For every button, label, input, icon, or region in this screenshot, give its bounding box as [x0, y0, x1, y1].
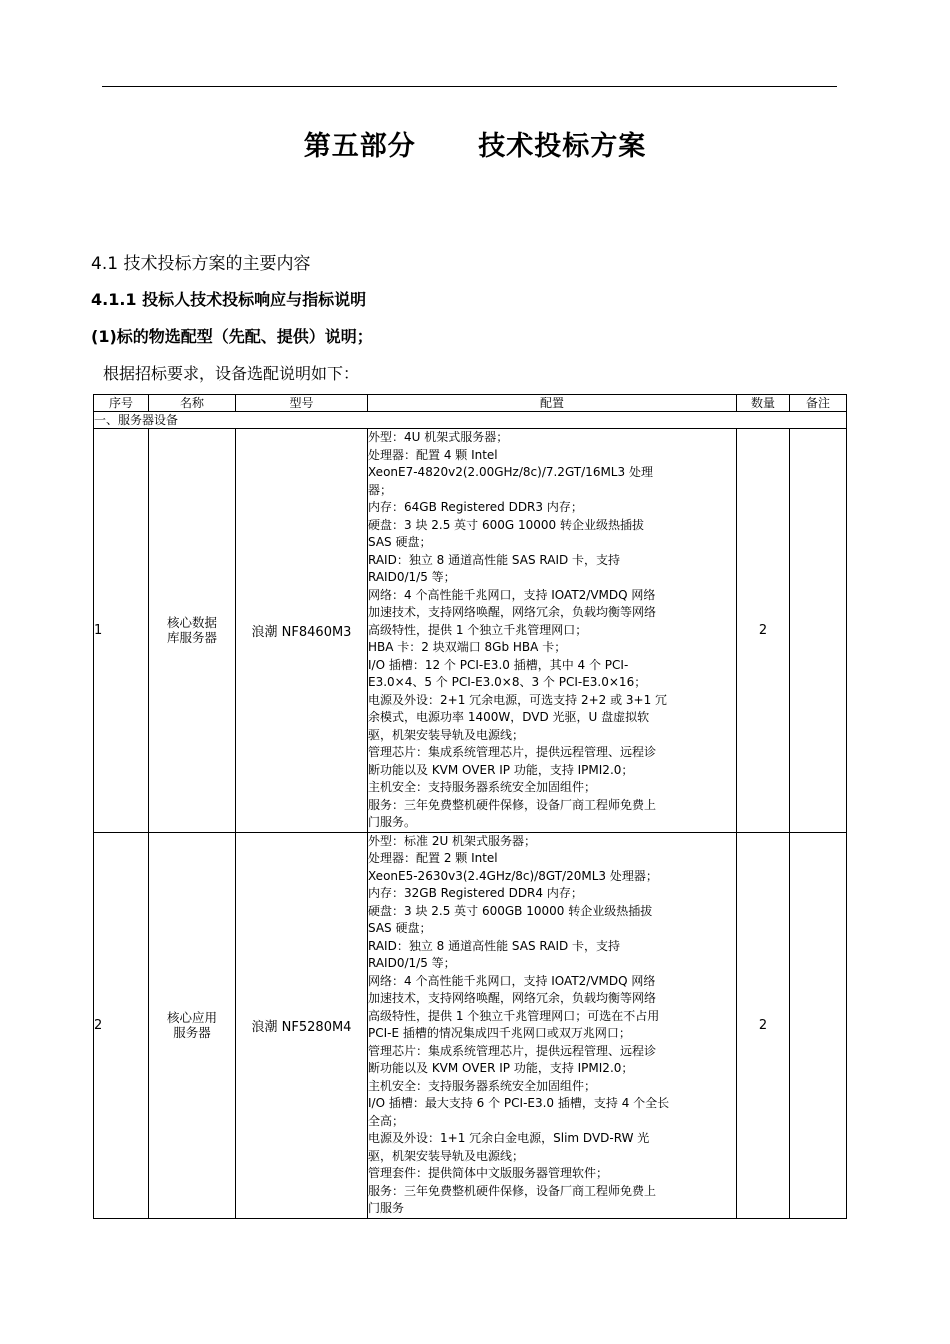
config-line: 主机安全：支持服务器系统安全加固组件； — [368, 1078, 597, 1093]
row-name-line: 服务器 — [173, 1025, 211, 1040]
table-header-row — [94, 395, 847, 412]
row-note — [790, 832, 847, 1218]
config-line: 器； — [368, 482, 393, 497]
col-header-config: 配置 — [368, 395, 737, 412]
config-line: 处理器：配置 2 颗 Intel — [368, 851, 498, 865]
config-line: 门服务 — [368, 1201, 405, 1215]
config-line: 断功能以及 KVM OVER IP 功能，支持 IPMI2.0； — [368, 1061, 634, 1075]
row-name — [149, 429, 236, 833]
page-title: 第五部分 技术投标方案 — [303, 131, 647, 162]
col-header-model: 型号 — [236, 395, 368, 412]
config-line: 驱，机架安装导轨及电源线； — [368, 727, 525, 742]
config-line: 加速技术，支持网络唤醒，网络冗余，负载均衡等网络 — [368, 605, 657, 619]
row-model: 浪潮 NF8460M3 — [236, 429, 368, 833]
col-header-name: 名称 — [149, 395, 236, 412]
col-header-qty: 数量 — [737, 395, 790, 412]
config-line: 管理芯片：集成系统管理芯片，提供远程管理、远程诊 — [368, 745, 657, 759]
config-line: 服务：三年免费整机硬件保修，设备厂商工程师免费上 — [368, 1183, 657, 1198]
config-line: 处理器：配置 4 颗 Intel — [368, 447, 498, 462]
row-config — [368, 832, 737, 1218]
equipment-table — [93, 394, 847, 1219]
row-qty: 2 — [737, 429, 790, 833]
table-row — [94, 429, 847, 833]
config-line: 外型：标准 2U 机架式服务器； — [368, 833, 537, 848]
row-number: 2 — [94, 832, 149, 1218]
config-line: RAID：独立 8 通道高性能 SAS RAID 卡，支持 — [368, 938, 621, 953]
section-heading: 4.1 技术投标方案的主要内容 — [91, 254, 311, 274]
config-line: 管理芯片：集成系统管理芯片，提供远程管理、远程诊 — [368, 1043, 657, 1058]
config-line: 加速技术，支持网络唤醒，网络冗余，负载均衡等网络 — [368, 991, 657, 1005]
table-row — [94, 832, 847, 1218]
config-line: 主机安全：支持服务器系统安全加固组件； — [368, 780, 597, 794]
config-line: E3.0×4、5 个 PCI-E3.0×8、3 个 PCI-E3.0×16； — [368, 675, 647, 689]
config-line: 服务：三年免费整机硬件保修，设备厂商工程师免费上 — [368, 797, 657, 812]
config-line: RAID0/1/5 等； — [368, 956, 456, 970]
config-line: SAS 硬盘； — [368, 921, 432, 935]
config-line: 电源及外设：2+1 冗余电源，可选支持 2+2 或 3+1 冗 — [368, 692, 668, 707]
row-model: 浪潮 NF5280M4 — [236, 832, 368, 1218]
config-line: 内存：64GB Registered DDR3 内存； — [368, 500, 583, 514]
row-note — [790, 429, 847, 833]
config-line: 管理套件：提供简体中文版服务器管理软件； — [368, 1166, 609, 1180]
config-line: 高级特性，提供 1 个独立千兆管理网口；可选在不占用 — [368, 1008, 660, 1023]
config-line: 余模式，电源功率 1400W，DVD 光驱，U 盘虚拟软 — [368, 710, 650, 724]
section-label: 一、服务器设备 — [94, 412, 847, 429]
config-line: SAS 硬盘； — [368, 535, 432, 549]
row-config — [368, 429, 737, 833]
row-name — [149, 832, 236, 1218]
config-line: 内存：32GB Registered DDR4 内存； — [368, 886, 583, 900]
config-line: XeonE7-4820v2(2.00GHz/8c)/7.2GT/16ML3 处理 — [368, 465, 653, 479]
col-header-no: 序号 — [94, 395, 149, 412]
config-line: RAID0/1/5 等； — [368, 570, 456, 584]
config-line: I/O 插槽：最大支持 6 个 PCI-E3.0 插槽，支持 4 个全长 — [368, 1096, 670, 1110]
config-line: 驱，机架安装导轨及电源线； — [368, 1148, 525, 1163]
config-line: 高级特性，提供 1 个独立千兆管理网口； — [368, 622, 588, 637]
config-line: 断功能以及 KVM OVER IP 功能，支持 IPMI2.0； — [368, 762, 634, 777]
config-line: I/O 插槽：12 个 PCI-E3.0 插槽，其中 4 个 PCI- — [368, 657, 629, 672]
row-name-line: 库服务器 — [166, 630, 217, 646]
row-name-line: 核心应用 — [166, 1010, 217, 1025]
config-line: 电源及外设：1+1 冗余白金电源，Slim DVD-RW 光 — [368, 1131, 650, 1145]
config-line: 网络：4 个高性能千兆网口，支持 IOAT2/VMDQ 网络 — [368, 973, 656, 988]
row-number: 1 — [94, 429, 149, 833]
row-qty: 2 — [737, 832, 790, 1218]
config-line: 全高； — [368, 1113, 405, 1128]
section-row — [94, 412, 847, 429]
row-name-line: 核心数据 — [166, 615, 217, 631]
config-line: 硬盘：3 块 2.5 英寸 600GB 10000 转企业级热插拔 — [368, 903, 653, 918]
config-line: XeonE5-2630v3(2.4GHz/8c)/8GT/20ML3 处理器； — [368, 868, 658, 883]
item-heading: (1)标的物选配型（先配、提供）说明； — [91, 327, 373, 346]
config-line: 网络：4 个高性能千兆网口，支持 IOAT2/VMDQ 网络 — [368, 587, 656, 602]
intro-paragraph: 根据招标要求，设备选配说明如下： — [103, 364, 360, 383]
config-line: 门服务。 — [368, 815, 417, 829]
config-line: RAID：独立 8 通道高性能 SAS RAID 卡，支持 — [368, 552, 621, 567]
col-header-note: 备注 — [790, 395, 847, 412]
subsection-heading: 4.1.1 投标人技术投标响应与指标说明 — [91, 290, 367, 309]
config-line: HBA 卡：2 块双端口 8Gb HBA 卡； — [368, 640, 567, 654]
config-line: PCI-E 插槽的情况集成四千兆网口或双万兆网口； — [368, 1026, 631, 1040]
config-line: 外型：4U 机架式服务器； — [368, 430, 509, 444]
config-line: 硬盘：3 块 2.5 英寸 600G 10000 转企业级热插拔 — [368, 517, 644, 532]
header-rule — [102, 86, 837, 87]
